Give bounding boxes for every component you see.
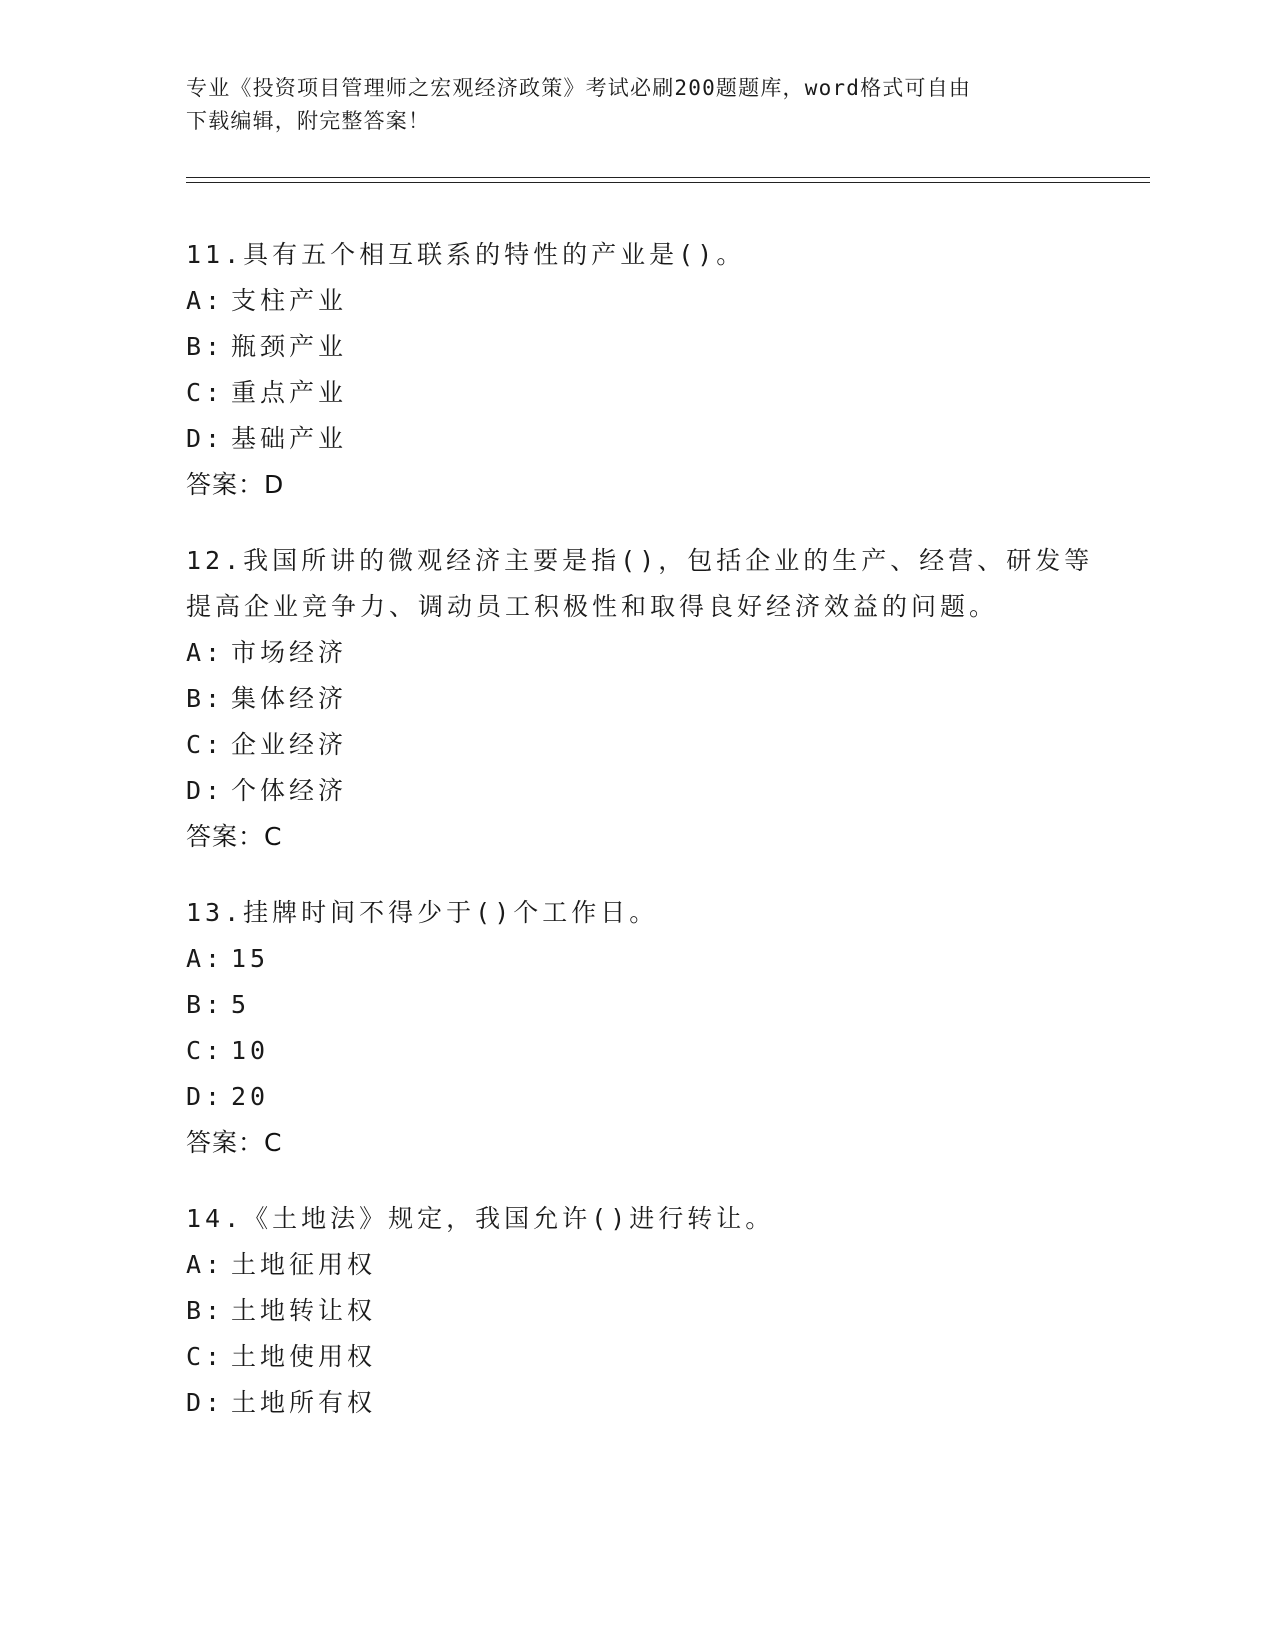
header-line-1: 专业《投资项目管理师之宏观经济政策》考试必刷200题题库，word格式可自由	[186, 76, 972, 100]
answer-line: 答案：C	[186, 822, 283, 851]
question-item	[186, 538, 1126, 860]
document-header	[186, 72, 1076, 138]
question-stem: 14.《土地法》规定，我国允许()进行转让。	[186, 1204, 775, 1233]
question-list	[186, 232, 1126, 1456]
option-key: C:	[186, 378, 225, 407]
option-key: A:	[186, 638, 225, 667]
option-text: 15	[231, 944, 270, 973]
option-text: 20	[231, 1082, 270, 1111]
option-key: B:	[186, 990, 225, 1019]
option-text: 土地所有权	[231, 1388, 377, 1417]
option-key: A:	[186, 286, 225, 315]
answer-line: 答案：C	[186, 1128, 283, 1157]
option-text: 瓶颈产业	[231, 332, 348, 361]
question-stem-continued: 提高企业竞争力、调动员工积极性和取得良好经济效益的问题。	[186, 592, 999, 621]
option-key: D:	[186, 424, 225, 453]
option-text: 土地征用权	[231, 1250, 377, 1279]
option-d	[186, 1074, 1126, 1120]
option-key: D:	[186, 1082, 225, 1111]
answer-line: 答案：D	[186, 470, 285, 499]
option-key: C:	[186, 730, 225, 759]
option-text: 支柱产业	[231, 286, 348, 315]
option-a	[186, 630, 1126, 676]
option-b	[186, 676, 1126, 722]
option-key: D:	[186, 1388, 225, 1417]
option-text: 集体经济	[231, 684, 348, 713]
option-key: A:	[186, 944, 225, 973]
option-b	[186, 324, 1126, 370]
option-key: B:	[186, 332, 225, 361]
question-stem: 11.具有五个相互联系的特性的产业是()。	[186, 240, 746, 269]
option-d	[186, 1380, 1126, 1426]
option-text: 基础产业	[231, 424, 348, 453]
option-key: C:	[186, 1342, 225, 1371]
option-d	[186, 416, 1126, 462]
option-text: 10	[231, 1036, 270, 1065]
option-c	[186, 1028, 1126, 1074]
option-text: 重点产业	[231, 378, 348, 407]
header-divider-top	[186, 177, 1150, 178]
option-c	[186, 722, 1126, 768]
option-c	[186, 1334, 1126, 1380]
option-a	[186, 278, 1126, 324]
option-b	[186, 1288, 1126, 1334]
question-item	[186, 890, 1126, 1166]
option-a	[186, 936, 1126, 982]
question-stem: 12.我国所讲的微观经济主要是指()，包括企业的生产、经营、研发等	[186, 546, 1094, 575]
option-d	[186, 768, 1126, 814]
option-text: 市场经济	[231, 638, 348, 667]
option-text: 5	[231, 990, 251, 1019]
option-key: B:	[186, 684, 225, 713]
option-text: 个体经济	[231, 776, 348, 805]
question-stem: 13.挂牌时间不得少于()个工作日。	[186, 898, 659, 927]
option-text: 土地转让权	[231, 1296, 377, 1325]
option-b	[186, 982, 1126, 1028]
option-key: C:	[186, 1036, 225, 1065]
question-item	[186, 232, 1126, 508]
option-key: B:	[186, 1296, 225, 1325]
header-divider-bottom	[186, 182, 1150, 183]
option-text: 土地使用权	[231, 1342, 377, 1371]
option-a	[186, 1242, 1126, 1288]
option-text: 企业经济	[231, 730, 348, 759]
option-key: D:	[186, 776, 225, 805]
question-item	[186, 1196, 1126, 1426]
option-c	[186, 370, 1126, 416]
header-line-2: 下载编辑，附完整答案！	[186, 109, 431, 133]
option-key: A:	[186, 1250, 225, 1279]
